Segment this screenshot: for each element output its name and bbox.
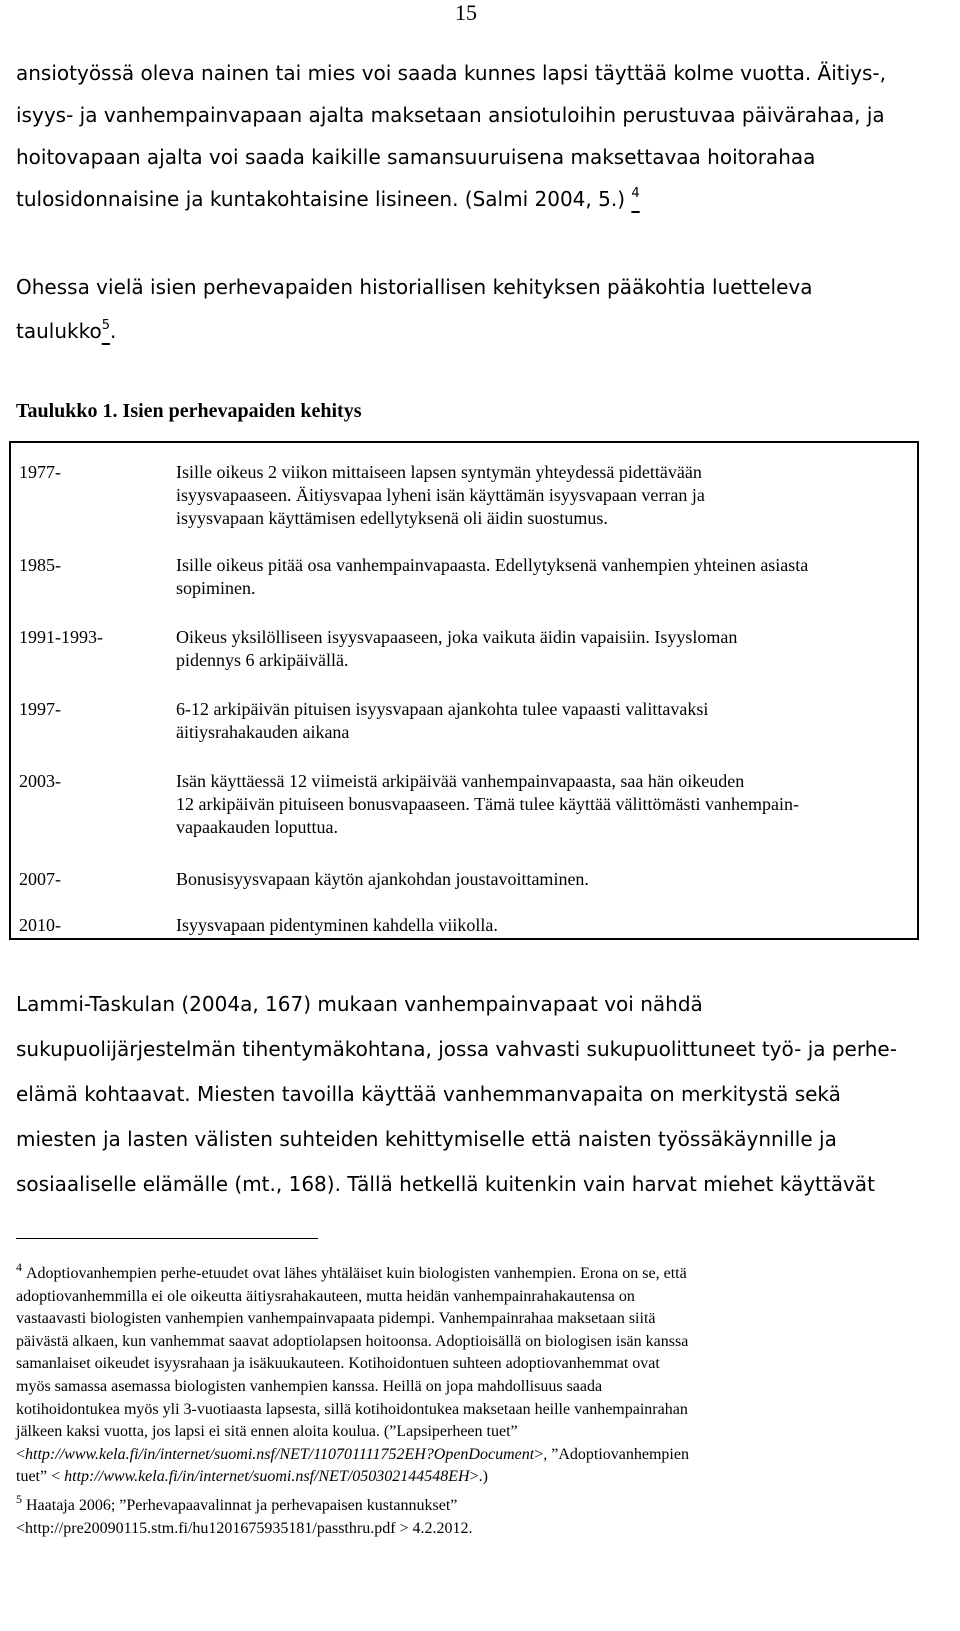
body-paragraph [16,982,946,1207]
table-intro-paragraph [16,265,946,357]
text-line: sosiaaliselle elämälle (mt., 168). Tällä hetkellä kuitenkin vain harvat miehet käyttävät [16,1172,875,1196]
footnote-divider [16,1238,318,1239]
text-line: elämä kohtaavat. Miesten tavoilla käyttää vanhemmanvapaita on merkitystä sekä [16,1082,841,1106]
description-line: Isyysvapaan pidentyminen kahdella viikolla. [176,915,498,935]
timeline-description [176,868,911,891]
kela-link-1[interactable]: http://www.kela.fi/in/internet/suomi.nsf/NET/110701111752EH?OpenDocument [25,1445,535,1463]
text-segment: Adoptiovanhempien perhe-etuudet ovat lähes yhtäläiset kuin biologisten vanhempien. Erona on se, että [26,1265,687,1282]
footnote-5-line: <http://pre20090115.stm.fi/hu1201675935181/passthru.pdf > 4.2.2012. [16,1519,473,1537]
text-segment: >.) [469,1468,488,1486]
timeline-year: 2010- [19,915,61,935]
footnote-4-line: myös samassa asemassa biologisten vanhempien kanssa. Heillä on jopa mahdollisuus saada [16,1377,603,1395]
timeline-description [176,914,911,937]
description-line: Bonusisyysvapaan käytön ajankohdan joustavoittaminen. [176,869,589,889]
timeline-year: 1985- [19,555,61,575]
timeline-description [176,626,911,672]
footnote-4-line: jälkeen kaksi vuotta, jos lapsi ei sitä ennen aloita koulua. (”Lapsiperheen tuet” [16,1423,518,1441]
page-number: 15 [455,0,477,25]
text-line [16,178,946,224]
description-line: Isän käyttäessä 12 viimeistä arkipäivää vanhempainvapaasta, saa hän oikeuden [176,771,745,791]
table-title: Taulukko 1. Isien perhevapaiden kehitys [16,400,362,422]
footnote-4-line [16,1444,946,1467]
footnote-number: 4 [16,1260,22,1274]
description-line: pidennys 6 arkipäivällä. [176,650,349,670]
footnote-5-line [16,1491,946,1518]
kela-link-2[interactable]: http://www.kela.fi/in/internet/suomi.nsf/NET/050302144548EH [64,1468,470,1486]
text-line: sukupuolijärjestelmän tihentymäkohtana, jossa vahvasti sukupuolittuneet työ- ja perhe- [16,1037,897,1061]
description-line: äitiysrahakauden aikana [176,722,350,742]
intro-paragraph [16,52,946,224]
text-segment: tulosidonnaisine ja kuntakohtaisine lisineen. (Salmi 2004, 5.) [16,187,626,211]
footnote-4-line [16,1260,946,1286]
timeline-year: 1977- [19,462,61,482]
text-segment: . [109,319,117,343]
description-line: 6-12 arkipäivän pituisen isyysvapaan ajankohta tulee vapaasti valittavaksi [176,699,709,719]
description-line: isyysvapaan käyttämisen edellytyksenä oli äidin suostumus. [176,508,608,528]
timeline-year: 2003- [19,771,61,791]
text-line [16,309,946,357]
footnote-4-line: vastaavasti biologisten vanhempien vanhempainvapaata pidempi. Vanhempainrahaa maksetaan siitä [16,1310,656,1328]
description-line: 12 arkipäivän pituiseen bonusvapaaseen. Tämä tulee käyttää välittömästi vanhempain- [176,794,799,814]
footnote-number: 5 [16,1491,22,1506]
footnotes [16,1260,946,1540]
description-line: Oikeus yksilölliseen isyysvapaaseen, joka vaikuta äidin vapaisiin. Isyysloman [176,627,738,647]
description-line: vapaakauden loputtua. [176,817,338,837]
text-line: ansiotyössä oleva nainen tai mies voi saada kunnes lapsi täyttää kolme vuotta. Äitiys-, [16,61,886,85]
text-line: miesten ja lasten välisten suhteiden kehittymiselle että naisten työssäkäynnille ja [16,1127,837,1151]
footnote-ref-5[interactable]: 5 [101,318,110,333]
footnote-4-line [16,1466,946,1489]
footnote-4-line: päivästä alkaen, kun vanhemmat saavat adoptiolapsen hoitoonsa. Adoptioisällä on biologisen isän kanssa [16,1332,689,1350]
timeline-description [176,698,911,744]
footnote-4-line: samanlaiset oikeudet isyysrahaan ja isäkuukauteen. Kotihoidontuen suhteen adoptiovanhemmat ovat [16,1355,660,1373]
footnote-4-line: kotihoidontukea myös yli 3-vuotiaasta lapsesta, sillä kotihoidontukea maksetaan heille vanhempainrahan [16,1400,688,1418]
timeline-table [9,441,919,940]
description-line: Isille oikeus pitää osa vanhempainvapaasta. Edellytyksenä vanhempien yhteinen asiasta [176,555,809,575]
footnote-4-line: adoptiovanhemmilla ei ole oikeutta äitiysrahakauteen, mutta heidän vanhempainrahakautensa on [16,1287,635,1305]
footnote-ref-4[interactable]: 4 [631,186,640,201]
timeline-year: 1991-1993- [19,627,103,647]
text-segment: Haataja 2006; ”Perhevapaavalinnat ja perhevapaisen kustannukset” [26,1496,458,1514]
timeline-description [176,770,911,839]
timeline-description [176,461,911,530]
text-segment: tuet” < [16,1468,65,1486]
text-line: Ohessa vielä isien perhevapaiden historiallisen kehityksen pääkohtia luetteleva [16,275,813,299]
text-segment: taulukko [16,319,102,343]
timeline-description [176,554,911,600]
timeline-year: 2007- [19,869,61,889]
text-line: hoitovapaan ajalta voi saada kaikille samansuuruisena maksettavaa hoitorahaa [16,145,816,169]
text-segment: < [16,1445,26,1463]
description-line: isyysvapaaseen. Äitiysvapaa lyheni isän käyttämän isyysvapaan verran ja [176,485,705,505]
description-line: sopiminen. [176,578,256,598]
text-line: isyys- ja vanhempainvapaan ajalta maksetaan ansiotuloihin perustuvaa päivärahaa, ja [16,103,885,127]
text-line: Lammi-Taskulan (2004a, 167) mukaan vanhempainvapaat voi nähdä [16,992,703,1016]
text-segment: >, ”Adoptiovanhempien [534,1445,689,1463]
timeline-year: 1997- [19,699,61,719]
description-line: Isille oikeus 2 viikon mittaiseen lapsen syntymän yhteydessä pidettävään [176,462,702,482]
